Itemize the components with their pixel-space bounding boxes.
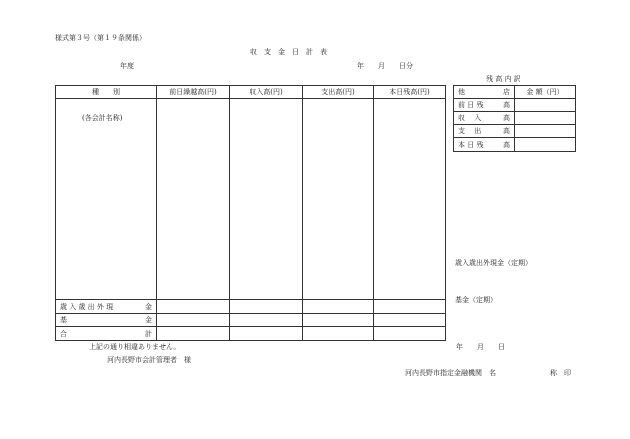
row-label-a: 収 入 xyxy=(458,114,482,122)
column-header-type: 種 別 xyxy=(92,88,120,96)
row-label-b: 高 xyxy=(503,114,510,122)
page-title: 収 支 金 日 計 表 xyxy=(250,48,327,56)
row-label-b: 高 xyxy=(503,140,510,149)
footer-label-b: 金 xyxy=(145,302,152,311)
row-label-a: 前 日 残 xyxy=(458,101,484,109)
footer-row-cash-outside xyxy=(56,300,156,313)
header-left-a: 他 xyxy=(458,88,465,96)
institution-name: 河内長野市指定金融機関 名 xyxy=(405,369,496,377)
footer-label-a: 合 xyxy=(60,329,67,338)
fund-note: 基金（定期） xyxy=(455,296,497,304)
breakdown-header-left xyxy=(454,86,514,98)
fiscal-year-label: 年度 xyxy=(120,62,134,70)
date-label: 年 月 日分 xyxy=(357,62,413,70)
footer-label-a: 歳 入 歳 出 外 現 xyxy=(60,302,114,311)
seal-label: 称 印 xyxy=(550,369,571,377)
column-header-expense: 支出高(円) xyxy=(321,88,355,96)
form-number: 様式第３号（第１９条関係） xyxy=(55,34,146,42)
column-header-income: 収入高(円) xyxy=(249,88,283,96)
footer-label-b: 金 xyxy=(145,316,152,324)
row-label-a: 本 日 残 xyxy=(458,140,484,149)
account-name-placeholder: (各会計名称) xyxy=(82,114,123,122)
date-line: 年 月 日 xyxy=(456,343,505,351)
footer-label-a: 基 xyxy=(60,316,67,324)
row-label-b: 高 xyxy=(503,127,510,135)
footer-row-fund xyxy=(56,314,156,326)
breakdown-header-amount: 金 額（円） xyxy=(526,88,564,96)
breakdown-title: 残 高 内 訳 xyxy=(486,75,521,83)
addressee-text: 河内長野市会計管理者 様 xyxy=(107,356,191,364)
column-header-today-balance: 本日残高(円) xyxy=(389,88,430,96)
footer-row-total xyxy=(56,327,156,340)
breakdown-row xyxy=(454,112,514,124)
row-label-b: 高 xyxy=(503,101,510,109)
breakdown-row xyxy=(454,138,514,151)
confirmation-text: 上記の通り相違ありません。 xyxy=(89,343,181,351)
header-left-b: 店 xyxy=(503,88,510,96)
footer-label-b: 計 xyxy=(145,329,152,338)
fixed-cash-note: 歳入歳出外現金（定期） xyxy=(455,259,532,267)
row-label-a: 支 出 xyxy=(458,127,482,135)
breakdown-row xyxy=(454,99,514,111)
breakdown-row xyxy=(454,125,514,137)
column-header-previous-balance: 前日繰越高(円) xyxy=(169,88,217,96)
